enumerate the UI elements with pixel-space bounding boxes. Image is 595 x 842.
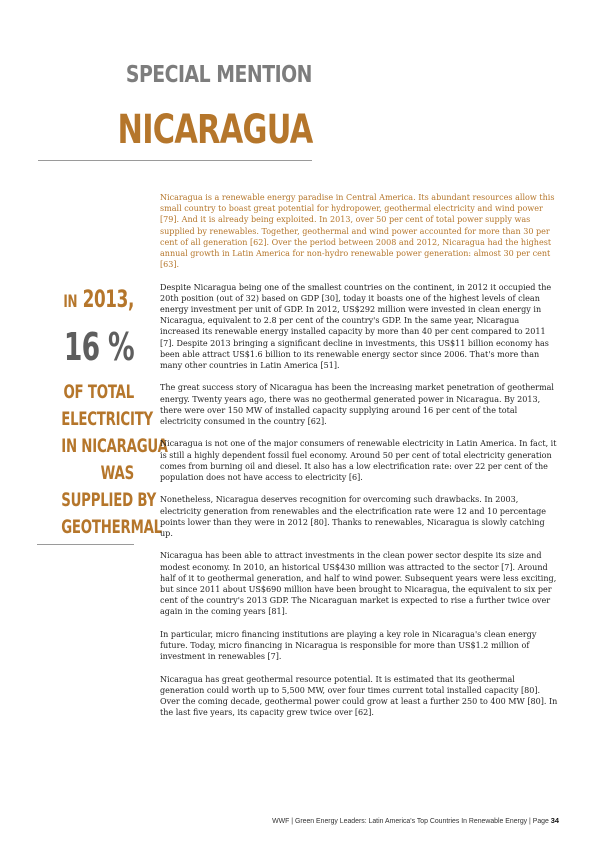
page-footer (272, 816, 559, 825)
body-paragraph: In particular, micro financing institutions are playing a key role in Nicaragua's clean energy future. Today, micro financing in Nicaragua is responsible for more than US$1.2 million of investment in renewables [7]. (160, 629, 537, 662)
pull-quote-line: WAS (100, 462, 134, 484)
pull-quote-line: GEOTHERMAL (61, 516, 162, 538)
pull-quote-year (61, 284, 134, 317)
page-number: 34 (550, 816, 559, 825)
body-paragraph: Nicaragua is not one of the major consumers of renewable electricity in Latin America. In fact, it is still a highly dependent fossil fuel economy. Around 50 per cent of total electricity generation comes from burning oil and diesel. It also has a low electrification rate: over 22 per cent of the population does not have access to electricity [6]. (160, 439, 557, 483)
body-paragraph: Nicaragua has been able to attract investments in the clean power sector despite its size and modest economy. In 2010, an historical US$430 million was attracted to the sector [7]. Around half of it to geothermal generation, and half to wind power. Subsequent years were less exciting, but since 2011 about US$690 million have been brought to Nicaragua, the equivalent to six per cent of the country's 2013 GDP. The Nicaraguan market is expected to rise a further twice over again in the coming years [81]. (160, 551, 557, 617)
pull-quote-line: IN NICARAGUA (61, 435, 168, 457)
footer-text: WWF | Green Energy Leaders: Latin America's Top Countries In Renewable Energy | Page (272, 818, 549, 825)
pull-quote-line: OF TOTAL (63, 381, 134, 403)
title-divider (38, 160, 312, 161)
pull-quote (30, 284, 168, 541)
pull-quote-year-value: 2013, (82, 285, 134, 313)
pull-quote-divider (37, 544, 134, 545)
article-body (160, 192, 558, 730)
pull-quote-in: IN (63, 292, 78, 312)
body-paragraph: Despite Nicaragua being one of the smallest countries on the continent, in 2012 it occupied the 20th position (out of 32) based on GDP [30], today it boasts one of the highest levels of clean energy investment per unit of GDP. In 2012, US$292 million were invested in clean energy in Nicaragua, equivalent to 2.8 per cent of the country's GDP. In the same year, Nicaragua increased its renewable energy installed capacity by more than 40 per cent compared to 2011 [7]. Despite 2013 bringing a significant decline in investments, this US$11 billion economy has been able attract US$1.6 billion to its renewable energy sector since 2006. That's more than many other countries in Latin America [51]. (160, 282, 552, 371)
intro-paragraph: Nicaragua is a renewable energy paradise in Central America. Its abundant resources allow this small country to boast great potential for hydropower, geothermal electricity and wind power [79]. And it is already being exploited. In 2013, over 50 per cent of total power supply was supplied by renewables. Together, geothermal and wind power accounted for more than 30 per cent of all generation [62]. Over the period between 2008 and 2012, Nicaragua had the highest annual growth in Latin America for non-hydro renewable power generation: almost 30 per cent [63]. (160, 193, 555, 270)
pull-quote-percent: 16 % (63, 325, 134, 369)
body-paragraph: Nicaragua has great geothermal resource potential. It is estimated that its geothermal generation could worth up to 5,500 MW, over four times current total installed capacity [80]. Over the coming decade, geothermal power could grow at least a further 250 to 400 MW [80]. In the last five years, its capacity grew twice over [62]. (160, 674, 558, 718)
body-paragraph: Nonetheless, Nicaragua deserves recognition for overcoming such drawbacks. In 2003, electricity generation from renewables and the electrification rate were 12 and 10 percentage points lower than they were in 2012 [80]. Thanks to renewables, Nicaragua is slowly catching up. (160, 495, 547, 539)
pull-quote-line: SUPPLIED BY (61, 489, 156, 511)
pull-quote-line: ELECTRICITY (61, 408, 153, 430)
section-kicker: SPECIAL MENTION (125, 62, 312, 88)
page-title: NICARAGUA (117, 107, 312, 153)
body-paragraph: The great success story of Nicaragua has been the increasing market penetration of geothermal energy. Twenty years ago, there was no geothermal generated power in Nicaragua. By 2013, there were over 150 MW of installed capacity supplying around 16 per cent of the total electricity consumed in the country [62]. (160, 383, 554, 427)
